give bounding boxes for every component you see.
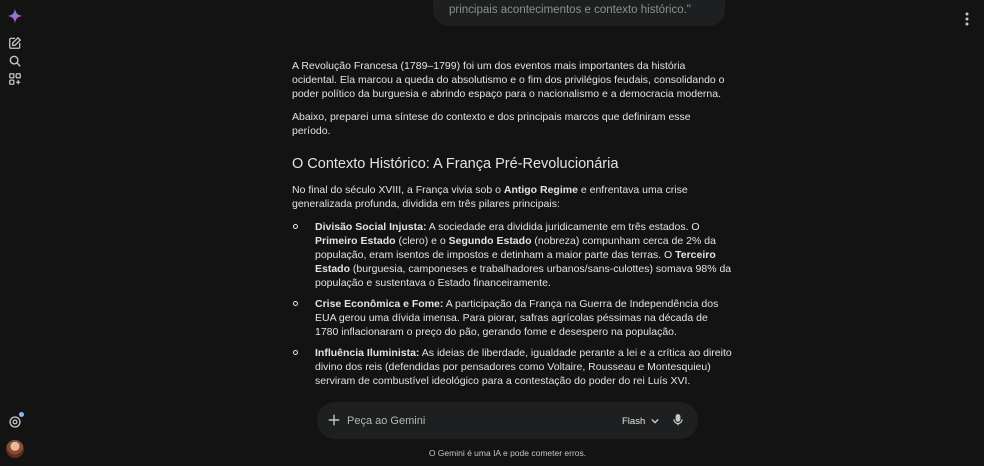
- previous-message-text: principais acontecimentos e contexto histórico.": [449, 4, 691, 16]
- context-text-end: e enfrentava uma crise generalizada profunda, dividida em três pilares principais:: [292, 184, 688, 210]
- bullet-circle: [293, 350, 298, 355]
- list-item-text: As ideias de liberdade, igualdade perante a lei e a crítica ao direito divino dos reis (defendidas por pensadores como Voltaire, Rousseau e Montesquieu) serviram de combustível ideológico para a contestação do poder do rei Luís XVI.: [315, 347, 732, 387]
- list-item: [292, 220, 732, 290]
- edit-icon[interactable]: [8, 36, 22, 50]
- list-item-text: (burguesia, camponeses e trabalhadores urbanos/sans-culottes) somava 98% da população e sustentava o Estado financeiramente.: [315, 263, 732, 289]
- search-icon[interactable]: [8, 54, 22, 68]
- list-item-text: (nobreza) compunham cerca de 2% da população, eram isentos de impostos e detinham a maior parte das terras. O: [315, 235, 716, 261]
- context-bold: Antigo Regime: [503, 184, 578, 196]
- list-item-bold: Primeiro Estado: [315, 235, 396, 247]
- list-item-text: A participação da França na Guerra de Independência dos EUA gerou uma dívida imensa. Para piorar, safras agrícolas péssimas na década de 1780 inflacionaram o preço do pão, gerando fome e desespero na população.: [315, 298, 719, 338]
- context-text: No final do século XVIII, a França vivia sob o: [292, 184, 504, 196]
- context-paragraph: [292, 183, 732, 211]
- response-intro-paragraph: A Revolução Francesa (1789–1799) foi um dos eventos mais importantes da história ocidental. Ela marcou a queda do absolutismo e o fim dos privilégios feudais, consolidando o poder político da burguesia e abrindo espaço para o nacionalismo e a democracia moderna.: [292, 60, 725, 100]
- gemini-sparkle-icon[interactable]: [7, 8, 23, 24]
- previous-user-message: [433, 0, 725, 26]
- bullet-circle: [293, 224, 298, 229]
- grid-icon[interactable]: [8, 72, 22, 86]
- pillars-list: [292, 220, 732, 388]
- gear-icon[interactable]: [8, 415, 22, 429]
- list-item-title: Divisão Social Injusta:: [315, 221, 427, 233]
- chevron-down-icon: [651, 418, 659, 424]
- model-response: [292, 59, 732, 395]
- model-selector[interactable]: [622, 413, 659, 429]
- notification-dot: [19, 412, 24, 417]
- list-item: [292, 346, 732, 388]
- section-heading: O Contexto Histórico: A França Pré-Revolucionária: [292, 156, 619, 172]
- prompt-bar: [317, 402, 698, 439]
- list-item-text: A sociedade era dividida juridicamente em três estados. O: [426, 221, 700, 233]
- more-vert-icon[interactable]: [960, 11, 974, 27]
- model-label: Flash: [622, 415, 646, 427]
- left-rail: [0, 0, 30, 466]
- list-item-title: Influência Iluminista:: [315, 347, 420, 359]
- mic-icon[interactable]: [671, 413, 685, 427]
- list-item-title: Crise Econômica e Fome:: [315, 298, 444, 310]
- prompt-input[interactable]: [347, 411, 597, 431]
- disclaimer: O Gemini é uma IA e pode cometer erros.: [428, 448, 587, 458]
- list-item-bold: Terceiro Estado: [315, 249, 716, 275]
- list-item-bold: Segundo Estado: [448, 235, 532, 247]
- response-summary-paragraph: Abaixo, preparei uma síntese do contexto e dos principais marcos que definiram esse período.: [292, 111, 691, 137]
- list-item: [292, 297, 732, 339]
- bullet-circle: [293, 301, 298, 306]
- list-item-text: (clero) e o: [395, 235, 449, 247]
- plus-icon[interactable]: [327, 413, 341, 427]
